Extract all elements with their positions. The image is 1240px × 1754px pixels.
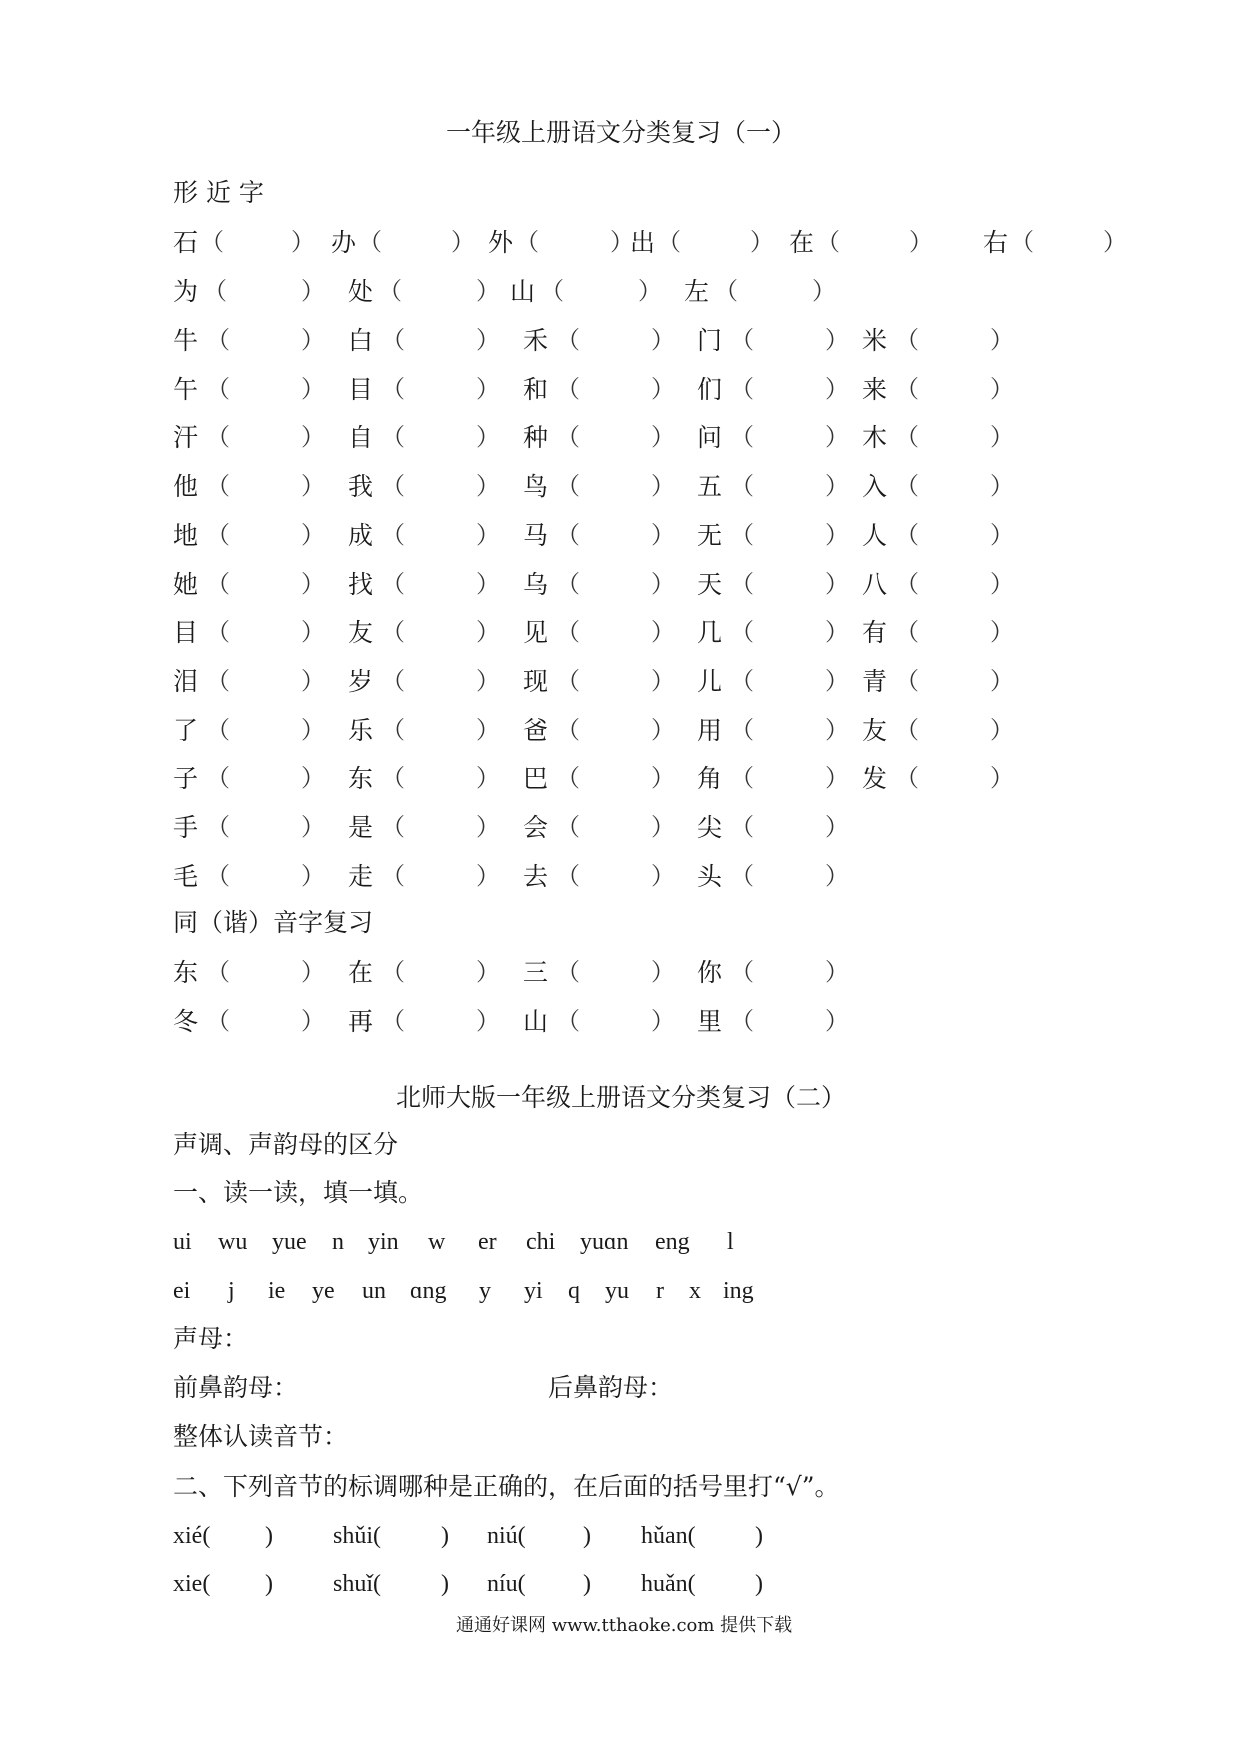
paren-open: （: [358, 228, 382, 256]
pinyin-item: ie: [268, 1278, 286, 1304]
paren-close: ）: [476, 326, 500, 354]
paren-close: ）: [476, 764, 500, 792]
question-2: 二、下列音节的标调哪种是正确的，在后面的括号里打“√”。: [173, 1472, 840, 1501]
paren-open: （: [206, 958, 230, 986]
char-cell: 米: [862, 326, 888, 355]
paren-close: ）: [651, 618, 675, 646]
char-cell: 头: [697, 862, 723, 891]
paren-open: （: [895, 667, 919, 695]
paren-close: ）: [825, 862, 849, 890]
paren-close: ）: [651, 423, 675, 451]
char-cell: 现: [523, 667, 549, 696]
paren-open: （: [556, 521, 580, 549]
paren-close: ): [583, 1523, 591, 1549]
paren-close: ）: [301, 716, 325, 744]
paren-close: ）: [990, 764, 1014, 792]
pinyin-item: x: [689, 1278, 701, 1304]
paren-close: ）: [476, 667, 500, 695]
char-cell: 角: [697, 764, 723, 793]
tone-option: niú(: [487, 1523, 526, 1549]
char-cell: 为: [173, 277, 199, 306]
paren-close: ）: [825, 423, 849, 451]
paren-open: （: [730, 521, 754, 549]
paren-close: ）: [990, 326, 1014, 354]
paren-open: （: [556, 618, 580, 646]
char-cell: 东: [348, 764, 374, 793]
paren-open: （: [895, 521, 919, 549]
char-cell: 乐: [348, 716, 374, 745]
question-1: 一、读一读，填一填。: [173, 1178, 424, 1207]
char-cell: 你: [697, 958, 723, 987]
paren-open: （: [556, 862, 580, 890]
paren-open: （: [895, 716, 919, 744]
paren-close: ）: [651, 764, 675, 792]
paren-open: （: [895, 423, 919, 451]
pinyin-item: eng: [655, 1229, 690, 1255]
char-cell: 地: [173, 521, 199, 550]
char-cell: 乌: [523, 570, 549, 599]
char-cell: 成: [348, 521, 374, 550]
pinyin-item: er: [478, 1229, 497, 1255]
paren-open: （: [556, 716, 580, 744]
paren-open: （: [730, 375, 754, 403]
paren-open: （: [515, 228, 539, 256]
paren-close: ）: [301, 277, 325, 305]
char-cell: 用: [697, 716, 723, 745]
char-cell: 左: [684, 277, 710, 306]
char-cell: 泪: [173, 667, 199, 696]
paren-close: ）: [476, 958, 500, 986]
paren-close: ): [265, 1571, 273, 1597]
paren-open: （: [206, 326, 230, 354]
char-cell: 友: [862, 716, 888, 745]
char-cell: 友: [348, 618, 374, 647]
char-cell: 里: [697, 1007, 723, 1036]
paren-open: （: [895, 326, 919, 354]
pinyin-item: ɑng: [410, 1278, 447, 1304]
paren-open: （: [206, 423, 230, 451]
paren-open: （: [206, 764, 230, 792]
tone-option: shǔi(: [333, 1523, 381, 1549]
char-cell: 马: [523, 521, 549, 550]
char-cell: 东: [173, 958, 199, 987]
paren-open: （: [657, 228, 681, 256]
paren-close: ）: [301, 472, 325, 500]
char-cell: 有: [862, 618, 888, 647]
char-cell: 儿: [697, 667, 723, 696]
paren-open: （: [730, 813, 754, 841]
paren-close: ）: [476, 521, 500, 549]
char-cell: 是: [348, 813, 374, 842]
paren-close: ）: [825, 716, 849, 744]
char-cell: 他: [173, 472, 199, 501]
char-cell: 山: [510, 277, 536, 306]
paren-open: （: [381, 764, 405, 792]
paren-close: ）: [990, 716, 1014, 744]
paren-close: ）: [301, 618, 325, 646]
paren-close: ）: [750, 228, 774, 256]
paren-open: （: [730, 667, 754, 695]
paren-open: （: [714, 277, 738, 305]
homophone-heading: 同（谐）音字复习: [173, 908, 374, 937]
char-cell: 右: [983, 228, 1009, 257]
paren-close: ）: [825, 1007, 849, 1035]
paren-open: （: [556, 667, 580, 695]
paren-close: ）: [638, 277, 662, 305]
similar-characters-heading: 形 近 字: [173, 178, 264, 207]
char-cell: 五: [697, 472, 723, 501]
char-cell: 处: [348, 277, 374, 306]
paren-open: （: [556, 570, 580, 598]
front-nasal-label: 前鼻韵母：: [173, 1373, 299, 1402]
paren-open: （: [556, 764, 580, 792]
pinyin-item: wu: [218, 1229, 248, 1255]
paren-close: ）: [476, 277, 500, 305]
paren-open: （: [200, 228, 224, 256]
paren-open: （: [381, 570, 405, 598]
paren-close: ）: [825, 958, 849, 986]
char-cell: 和: [523, 375, 549, 404]
paren-close: ）: [651, 862, 675, 890]
char-cell: 了: [173, 716, 199, 745]
char-cell: 会: [523, 813, 549, 842]
paren-open: （: [556, 958, 580, 986]
paren-close: ）: [301, 521, 325, 549]
char-cell: 外: [488, 228, 514, 257]
paren-close: ）: [301, 570, 325, 598]
char-cell: 门: [697, 326, 723, 355]
paren-close: ）: [825, 472, 849, 500]
paren-close: ): [755, 1523, 763, 1549]
paren-close: ）: [651, 472, 675, 500]
paren-close: ）: [451, 228, 475, 256]
char-cell: 禾: [523, 326, 549, 355]
char-cell: 无: [697, 521, 723, 550]
paren-open: （: [381, 521, 405, 549]
paren-close: ）: [476, 618, 500, 646]
paren-open: （: [730, 618, 754, 646]
paren-open: （: [206, 570, 230, 598]
tone-option: huǎn(: [641, 1571, 696, 1597]
paren-close: ）: [990, 423, 1014, 451]
paren-close: ）: [651, 570, 675, 598]
paren-open: （: [895, 375, 919, 403]
char-cell: 去: [523, 862, 549, 891]
char-cell: 三: [523, 958, 549, 987]
paren-close: ）: [825, 521, 849, 549]
pinyin-item: r: [656, 1278, 664, 1304]
paren-open: （: [206, 1007, 230, 1035]
paren-open: （: [730, 570, 754, 598]
char-cell: 爸: [523, 716, 549, 745]
char-cell: 在: [348, 958, 374, 987]
paren-open: （: [730, 1007, 754, 1035]
paren-close: ）: [651, 716, 675, 744]
char-cell: 找: [348, 570, 374, 599]
paren-close: ）: [301, 862, 325, 890]
paren-open: （: [556, 813, 580, 841]
paren-open: （: [895, 618, 919, 646]
char-cell: 们: [697, 375, 723, 404]
paren-close: ）: [651, 958, 675, 986]
paren-close: ）: [476, 862, 500, 890]
char-cell: 走: [348, 862, 374, 891]
paren-open: （: [381, 667, 405, 695]
paren-open: （: [730, 764, 754, 792]
paren-close: ）: [651, 375, 675, 403]
pinyin-item: yuɑn: [580, 1229, 629, 1255]
paren-close: ）: [651, 813, 675, 841]
char-cell: 天: [697, 570, 723, 599]
char-cell: 来: [862, 375, 888, 404]
paren-close: ）: [476, 570, 500, 598]
pinyin-item: chi: [526, 1229, 556, 1255]
paren-close: ）: [301, 958, 325, 986]
paren-close: ): [441, 1571, 449, 1597]
paren-close: ）: [291, 228, 315, 256]
paren-open: （: [203, 277, 227, 305]
paren-open: （: [895, 570, 919, 598]
paren-close: ）: [990, 375, 1014, 403]
paren-close: ）: [301, 326, 325, 354]
paren-close: ）: [651, 1007, 675, 1035]
paren-close: ）: [909, 228, 933, 256]
paren-open: （: [206, 472, 230, 500]
paren-open: （: [730, 716, 754, 744]
paren-open: （: [381, 813, 405, 841]
char-cell: 岁: [348, 667, 374, 696]
char-cell: 办: [331, 228, 357, 257]
paren-open: （: [556, 375, 580, 403]
pinyin-item: q: [568, 1278, 580, 1304]
paren-close: ）: [990, 521, 1014, 549]
pinyin-item: yu: [605, 1278, 629, 1304]
paren-close: ): [441, 1523, 449, 1549]
char-cell: 见: [523, 618, 549, 647]
paren-open: （: [381, 862, 405, 890]
char-cell: 入: [862, 472, 888, 501]
pinyin-item: yue: [272, 1229, 307, 1255]
char-cell: 再: [348, 1007, 374, 1036]
char-cell: 我: [348, 472, 374, 501]
paren-open: （: [381, 375, 405, 403]
paren-open: （: [816, 228, 840, 256]
paren-open: （: [206, 667, 230, 695]
char-cell: 八: [862, 570, 888, 599]
tone-option: shuǐ(: [333, 1571, 381, 1597]
paren-close: ）: [825, 764, 849, 792]
pinyin-item: y: [479, 1278, 491, 1304]
pinyin-item: j: [228, 1278, 235, 1304]
pinyin-item: l: [727, 1229, 734, 1255]
paren-open: （: [556, 326, 580, 354]
tone-option: xié(: [173, 1523, 211, 1549]
paren-open: （: [1010, 228, 1034, 256]
paren-open: （: [381, 618, 405, 646]
paren-close: ）: [825, 813, 849, 841]
pinyin-item: ei: [173, 1278, 191, 1304]
char-cell: 牛: [173, 326, 199, 355]
paren-close: ）: [1103, 228, 1127, 256]
char-cell: 尖: [697, 813, 723, 842]
paren-close: ）: [651, 667, 675, 695]
pinyin-item: yi: [524, 1278, 543, 1304]
pinyin-item: yin: [368, 1229, 399, 1255]
paren-open: （: [206, 813, 230, 841]
paren-open: （: [540, 277, 564, 305]
paren-close: ）: [301, 667, 325, 695]
char-cell: 巴: [523, 764, 549, 793]
tone-option: níu(: [487, 1571, 526, 1597]
char-cell: 白: [348, 326, 374, 355]
paren-open: （: [378, 277, 402, 305]
paren-close: ）: [825, 618, 849, 646]
paren-open: （: [206, 618, 230, 646]
paren-close: ）: [651, 521, 675, 549]
paren-close: ）: [990, 472, 1014, 500]
char-cell: 石: [173, 228, 199, 257]
paren-close: ）: [301, 813, 325, 841]
paren-close: ）: [990, 618, 1014, 646]
paren-close: ): [583, 1571, 591, 1597]
shengmu-label: 声母：: [173, 1324, 249, 1353]
paren-open: （: [381, 958, 405, 986]
paren-close: ）: [651, 326, 675, 354]
paren-close: ）: [610, 228, 634, 256]
char-cell: 汗: [173, 423, 199, 452]
paren-close: ）: [476, 813, 500, 841]
paren-close: ): [755, 1571, 763, 1597]
char-cell: 鸟: [523, 472, 549, 501]
char-cell: 人: [862, 521, 888, 550]
paren-open: （: [730, 862, 754, 890]
char-cell: 毛: [173, 862, 199, 891]
section2-title: 北师大版一年级上册语文分类复习（二）: [396, 1083, 847, 1112]
char-cell: 几: [697, 618, 723, 647]
paren-close: ）: [476, 423, 500, 451]
char-cell: 她: [173, 570, 199, 599]
paren-close: ）: [825, 326, 849, 354]
section1-title: 一年级上册语文分类复习（一）: [446, 118, 797, 147]
pinyin-item: un: [362, 1278, 386, 1304]
footer-text: 通通好课网 www.tthaoke.com 提供下载: [456, 1615, 793, 1636]
char-cell: 目: [348, 375, 374, 404]
paren-close: ）: [825, 570, 849, 598]
paren-close: ）: [301, 423, 325, 451]
paren-close: ）: [476, 375, 500, 403]
paren-open: （: [556, 472, 580, 500]
char-cell: 在: [789, 228, 815, 257]
paren-open: （: [206, 521, 230, 549]
paren-open: （: [730, 472, 754, 500]
paren-open: （: [206, 375, 230, 403]
pinyin-item: ing: [723, 1278, 754, 1304]
char-cell: 问: [697, 423, 723, 452]
paren-close: ）: [476, 472, 500, 500]
paren-open: （: [556, 1007, 580, 1035]
paren-open: （: [206, 716, 230, 744]
paren-open: （: [381, 1007, 405, 1035]
pinyin-item: w: [428, 1229, 446, 1255]
paren-open: （: [730, 326, 754, 354]
back-nasal-label: 后鼻韵母：: [548, 1373, 674, 1402]
paren-close: ）: [990, 667, 1014, 695]
char-cell: 种: [523, 423, 549, 452]
char-cell: 手: [173, 813, 199, 842]
tone-distinction-heading: 声调、声韵母的区分: [173, 1130, 399, 1159]
tone-option: hǔan(: [641, 1523, 696, 1549]
char-cell: 自: [348, 423, 374, 452]
paren-close: ）: [301, 375, 325, 403]
paren-close: ）: [825, 375, 849, 403]
paren-close: ): [265, 1523, 273, 1549]
char-cell: 出: [630, 228, 656, 257]
paren-open: （: [730, 958, 754, 986]
paren-close: ）: [301, 1007, 325, 1035]
char-cell: 青: [862, 667, 888, 696]
whole-syllable-label: 整体认读音节：: [173, 1422, 349, 1451]
pinyin-item: n: [332, 1229, 344, 1255]
paren-close: ）: [301, 764, 325, 792]
char-cell: 发: [862, 764, 888, 793]
pinyin-item: ui: [173, 1229, 192, 1255]
char-cell: 山: [523, 1007, 549, 1036]
paren-close: ）: [990, 570, 1014, 598]
paren-open: （: [381, 716, 405, 744]
paren-open: （: [381, 326, 405, 354]
paren-close: ）: [812, 277, 836, 305]
tone-option: xie(: [173, 1571, 211, 1597]
char-cell: 冬: [173, 1007, 199, 1036]
paren-open: （: [895, 764, 919, 792]
paren-open: （: [895, 472, 919, 500]
paren-close: ）: [476, 716, 500, 744]
paren-open: （: [206, 862, 230, 890]
char-cell: 木: [862, 423, 888, 452]
paren-close: ）: [825, 667, 849, 695]
char-cell: 午: [173, 375, 199, 404]
char-cell: 子: [173, 764, 199, 793]
paren-open: （: [556, 423, 580, 451]
paren-close: ）: [476, 1007, 500, 1035]
char-cell: 目: [173, 618, 199, 647]
paren-open: （: [381, 423, 405, 451]
paren-open: （: [381, 472, 405, 500]
pinyin-item: ye: [312, 1278, 335, 1304]
paren-open: （: [730, 423, 754, 451]
